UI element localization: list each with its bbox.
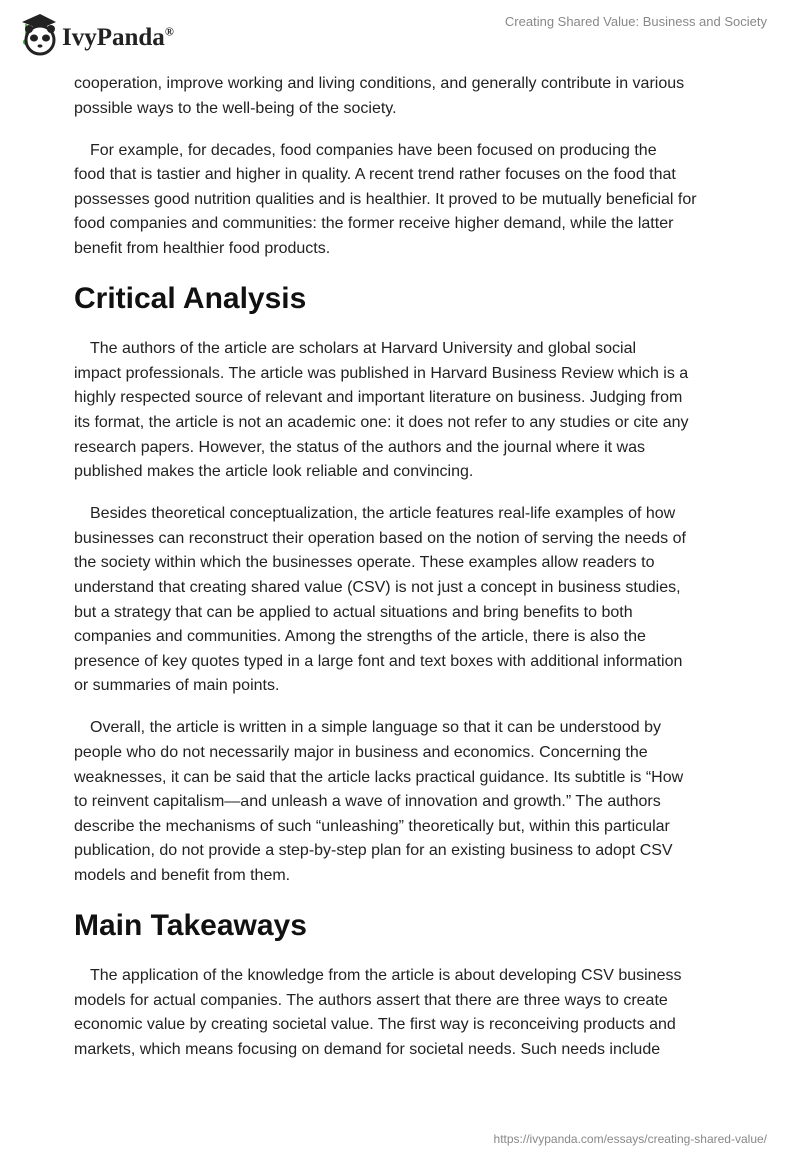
text-line: describe the mechanisms of such “unleashing” theoretically but, within this particular — [74, 817, 670, 835]
text-line: For example, for decades, food companies have been focused on producing the — [74, 141, 657, 159]
text-line: models and benefit from them. — [74, 867, 291, 885]
paragraph — [74, 964, 734, 1062]
page-header — [0, 0, 800, 70]
text-line: publication, do not provide a step-by-step plan for an existing business to adopt CSV — [74, 842, 673, 860]
text-line: businesses can reconstruct their operation based on the notion of serving the needs of — [74, 529, 686, 547]
panda-logo-icon — [20, 12, 56, 56]
section-heading: Critical Analysis — [74, 282, 307, 316]
text-line: economic value by creating societal value. The first way is reconceiving products and — [74, 1016, 676, 1034]
logo[interactable] — [20, 12, 174, 56]
text-line: markets, which means focusing on demand for societal needs. Such needs include — [74, 1040, 661, 1058]
text-line: The application of the knowledge from the article is about developing CSV business — [74, 967, 682, 985]
text-line: highly respected source of relevant and important literature on business. Judging from — [74, 389, 683, 407]
text-line: Overall, the article is written in a simple language so that it can be understood by — [74, 719, 661, 737]
text-line: food companies and communities: the former receive higher demand, while the latter — [74, 215, 674, 233]
paragraph — [74, 72, 734, 121]
paragraph — [74, 139, 734, 262]
paragraph — [74, 716, 734, 888]
paragraph — [74, 502, 734, 699]
text-line: its format, the article is not an academic one: it does not refer to any studies or cite any — [74, 413, 689, 431]
text-line: but a strategy that can be applied to actual situations and bring benefits to both — [74, 603, 633, 621]
text-line: research papers. However, the status of the authors and the journal where it was — [74, 438, 645, 456]
text-line: the society within which the businesses operate. These examples allow readers to — [74, 554, 655, 572]
article-body — [74, 72, 734, 1080]
text-line: cooperation, improve working and living conditions, and generally contribute in various — [74, 75, 685, 92]
logo-text: IvyPanda® — [62, 24, 174, 51]
text-line: people who do not necessarily major in business and economics. Concerning the — [74, 744, 648, 762]
source-url[interactable]: https://ivypanda.com/essays/creating-shared-value/ — [493, 1132, 767, 1146]
text-line: weaknesses, it can be said that the article lacks practical guidance. Its subtitle is “How — [74, 768, 684, 786]
text-line: possible ways to the well-being of the society. — [74, 99, 397, 117]
text-line: or summaries of main points. — [74, 677, 280, 695]
text-line: impact professionals. The article was published in Harvard Business Review which is a — [74, 364, 689, 382]
document-title: Creating Shared Value: Business and Society — [504, 14, 767, 29]
text-line: Besides theoretical conceptualization, the article features real-life examples of how — [74, 505, 676, 523]
text-line: food that is tastier and higher in quality. A recent trend rather focuses on the food that — [74, 166, 676, 184]
section-heading: Main Takeaways — [74, 909, 307, 943]
text-line: models for actual companies. The authors assert that there are three ways to create — [74, 991, 668, 1009]
text-line: published makes the article look reliable and convincing. — [74, 463, 474, 481]
text-line: benefit from healthier food products. — [74, 240, 331, 258]
text-line: The authors of the article are scholars at Harvard University and global social — [74, 340, 637, 358]
text-line: understand that creating shared value (CSV) is not just a concept in business studies, — [74, 579, 681, 596]
text-line: presence of key quotes typed in a large font and text boxes with additional information — [74, 652, 683, 670]
paragraph — [74, 337, 734, 485]
text-line: to reinvent capitalism—and unleash a wave of innovation and growth.” The authors — [74, 793, 661, 811]
text-line: possesses good nutrition qualities and is healthier. It proved to be mutually beneficial for — [74, 190, 697, 208]
text-line: companies and communities. Among the strengths of the article, there is also the — [74, 628, 646, 646]
